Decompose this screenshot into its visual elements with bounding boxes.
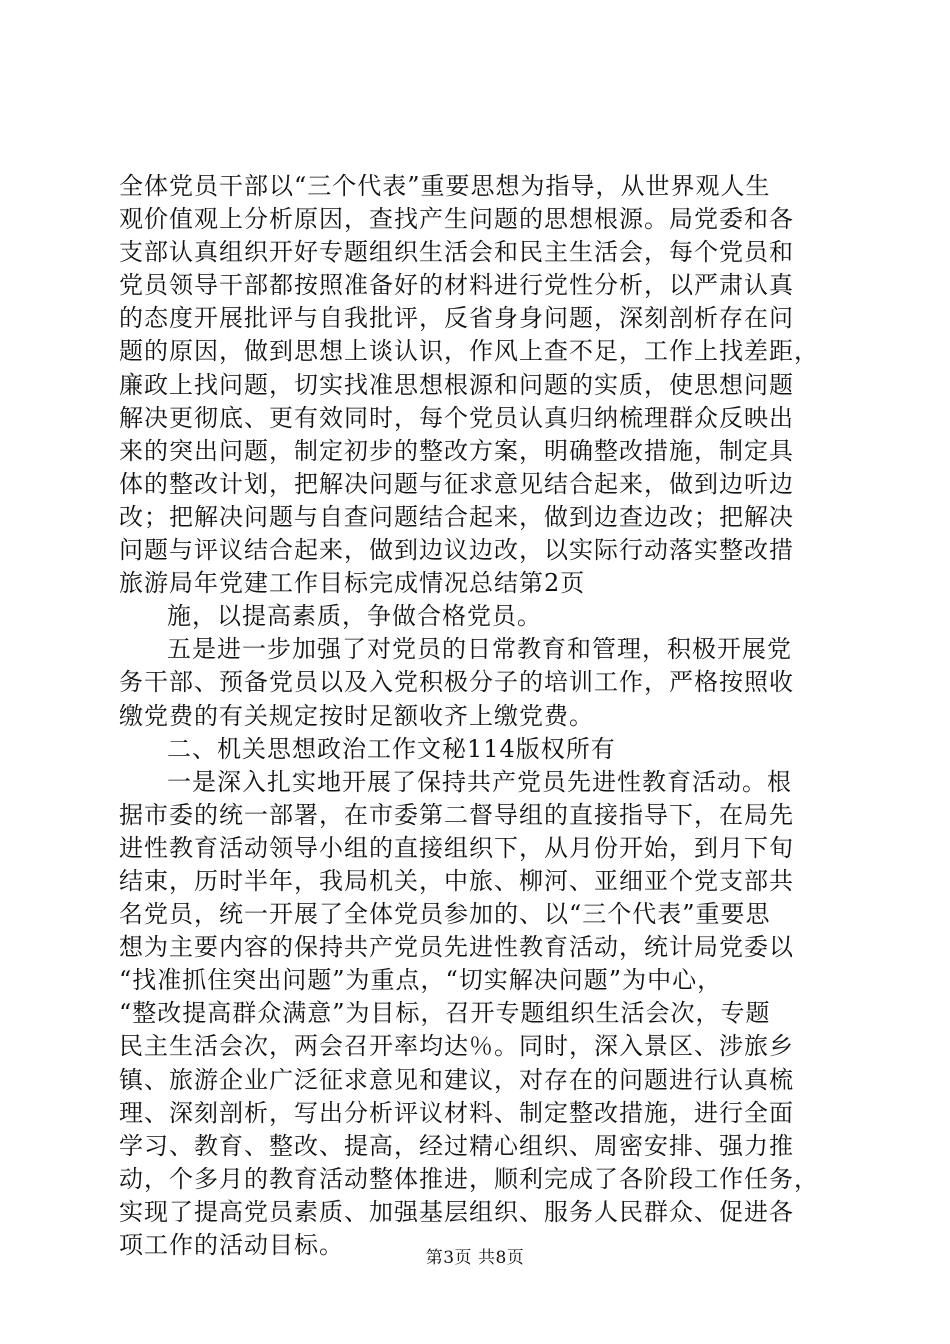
text-line: 缴党费的有关规定按时足额收齐上缴党费。	[119, 701, 594, 730]
text-line: 学习、教育、整改、提高，经过精心组织、周密安排、强力推	[119, 1131, 794, 1160]
text-line: 改；把解决问题与自查问题结合起来，做到边查边改；把解决	[119, 502, 794, 531]
page-number: 第3页 共8页	[425, 1248, 525, 1268]
text-line: 解决更彻底、更有效同时，每个党员认真归纳梳理群众反映出	[119, 403, 794, 432]
text-line: 体的整改计划，把解决问题与征求意见结合起来，做到边听边	[119, 469, 794, 498]
text-line: 支部认真组织开好专题组织生活会和民主生活会，每个党员和	[119, 238, 794, 267]
text-line: 实现了提高党员素质、加强基层组织、服务人民群众、促进各	[119, 1197, 794, 1226]
text-line: 据市委的统一部署，在市委第二督导组的直接指导下，在局先	[119, 800, 794, 829]
text-line: 民主生活会次，两会召开率均达％。同时，深入景区、涉旅乡	[119, 1032, 794, 1061]
section-heading: 二、机关思想政治工作文秘114版权所有	[167, 734, 616, 763]
text-line: “找准抓住突出问题”为重点，“切实解决问题”为中心，	[119, 966, 723, 995]
document-body	[119, 170, 839, 1262]
text-line: 的态度开展批评与自我批评，反省身身问题，深刻剖析存在问	[119, 304, 794, 333]
text-line: 务干部、预备党员以及入党积极分子的培训工作，严格按照收	[119, 668, 794, 697]
text-line: 来的突出问题，制定初步的整改方案，明确整改措施，制定具	[119, 436, 794, 465]
text-line: 全体党员干部以“三个代表”重要思想为指导，从世界观人生	[119, 172, 771, 200]
text-line: 理、深刻剖析，写出分析评议材料、制定整改措施，进行全面	[119, 1098, 794, 1127]
paragraph-start: 一是深入扎实地开展了保持共产党员先进性教育活动。根	[167, 767, 792, 796]
text-line: 想为主要内容的保持共产党员先进性教育活动，统计局党委以	[119, 933, 794, 962]
text-line: 项工作的活动目标。	[119, 1231, 344, 1259]
text-line: 结束，历时半年，我局机关，中旅、柳河、亚细亚个党支部共	[119, 866, 794, 895]
text-line: 问题与评议结合起来，做到边议边改，以实际行动落实整改措	[119, 536, 794, 565]
text-line: 党员领导干部都按照准备好的材料进行党性分析，以严肃认真	[119, 271, 794, 300]
text-line: 题的原因，做到思想上谈认识，作风上查不足，工作上找差距，	[119, 337, 819, 366]
text-line: 施，以提高素质，争做合格党员。	[167, 602, 542, 631]
inline-page-header: 旅游局年党建工作目标完成情况总结第2页	[119, 569, 586, 598]
text-line: 名党员，统一开展了全体党员参加的、以“三个代表”重要思	[119, 900, 771, 929]
text-line: 动，个多月的教育活动整体推进，顺利完成了各阶段工作任务，	[119, 1164, 819, 1193]
text-line: 进性教育活动领导小组的直接组织下，从月份开始，到月下旬	[119, 833, 794, 862]
text-line: 观价值观上分析原因，查找产生问题的思想根源。局党委和各	[119, 205, 794, 234]
text-line: 廉政上找问题，切实找准思想根源和问题的实质，使思想问题	[119, 370, 794, 399]
text-line: “整改提高群众满意”为目标，召开专题组织生活会次，专题	[119, 999, 771, 1028]
text-line: 镇、旅游企业广泛征求意见和建议，对存在的问题进行认真梳	[119, 1065, 794, 1094]
paragraph-start: 五是进一步加强了对党员的日常教育和管理，积极开展党	[167, 635, 792, 664]
